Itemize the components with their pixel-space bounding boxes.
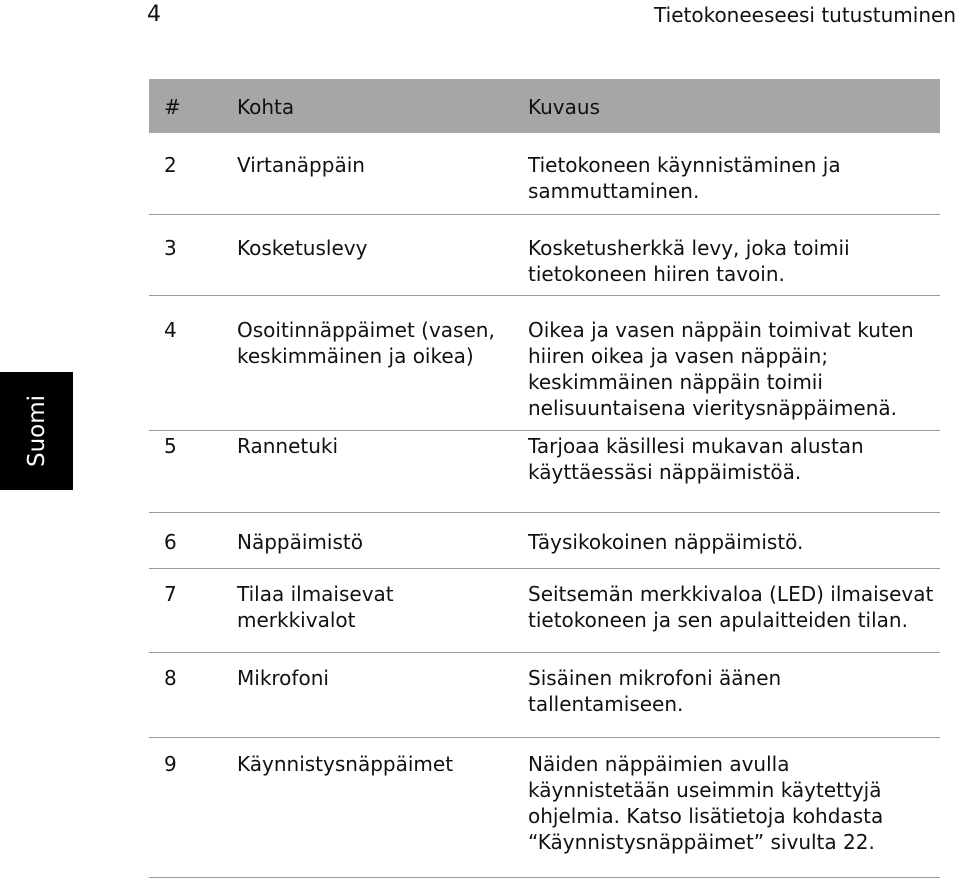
row-number: 6 <box>164 530 177 554</box>
table-row <box>149 133 940 214</box>
row-number: 3 <box>164 236 177 260</box>
table-row <box>149 568 940 652</box>
table-row <box>149 652 940 737</box>
row-number: 2 <box>164 153 177 177</box>
row-item: Rannetuki <box>237 434 339 458</box>
row-number: 9 <box>164 752 177 776</box>
row-description: Oikea ja vasen näppäin toimivat kuten hiiren oikea ja vasen näppäin; keskimmäinen näppäin toimii nelisuuntaisena vieritysnäppäimenä. <box>528 318 914 420</box>
row-item: Käynnistysnäppäimet <box>237 752 454 776</box>
row-description: Täysikokoinen näppäimistö. <box>528 530 804 554</box>
table-row <box>149 214 940 295</box>
row-item: Kosketuslevy <box>237 236 368 260</box>
language-side-tab <box>0 372 73 490</box>
row-description: Tarjoaa käsillesi mukavan alustan käyttäessäsi näppäimistöä. <box>528 434 864 484</box>
row-description: Kosketusherkkä levy, joka toimii tietokoneen hiiren tavoin. <box>528 236 850 286</box>
row-description: Sisäinen mikrofoni äänen tallentamiseen. <box>528 666 782 716</box>
header-description: Kuvaus <box>528 95 600 119</box>
row-item: Näppäimistö <box>237 530 363 554</box>
row-number: 5 <box>164 434 177 458</box>
row-number: 4 <box>164 318 177 342</box>
feature-table <box>149 79 940 877</box>
row-description: Näiden näppäimien avulla käynnistetään useimmin käytettyjä ohjelmia. Katso lisätietoja kohdasta “Käynnistysnäppäimet” sivulta 22. <box>528 752 884 854</box>
page-number: 4 <box>147 2 161 27</box>
header-number: # <box>164 95 181 119</box>
language-side-tab-label: Suomi <box>23 394 50 468</box>
row-item: Tilaa ilmaisevat merkkivalot <box>237 582 394 632</box>
table-bottom-rule <box>149 877 940 878</box>
table-row <box>149 737 940 877</box>
row-number: 8 <box>164 666 177 690</box>
table-row <box>149 430 940 512</box>
row-item: Osoitinnäppäimet (vasen, keskimmäinen ja oikea) <box>237 318 495 368</box>
table-header-row <box>149 79 940 133</box>
row-number: 7 <box>164 582 177 606</box>
table-row <box>149 512 940 568</box>
header-item: Kohta <box>237 95 295 119</box>
page-header-title: Tietokoneeseesi tutustuminen <box>654 3 956 27</box>
row-item: Virtanäppäin <box>237 153 365 177</box>
row-description: Tietokoneen käynnistäminen ja sammuttaminen. <box>528 153 841 203</box>
row-description: Seitsemän merkkivaloa (LED) ilmaisevat tietokoneen ja sen apulaitteiden tilan. <box>528 582 934 632</box>
table-row <box>149 295 940 430</box>
row-item: Mikrofoni <box>237 666 329 690</box>
